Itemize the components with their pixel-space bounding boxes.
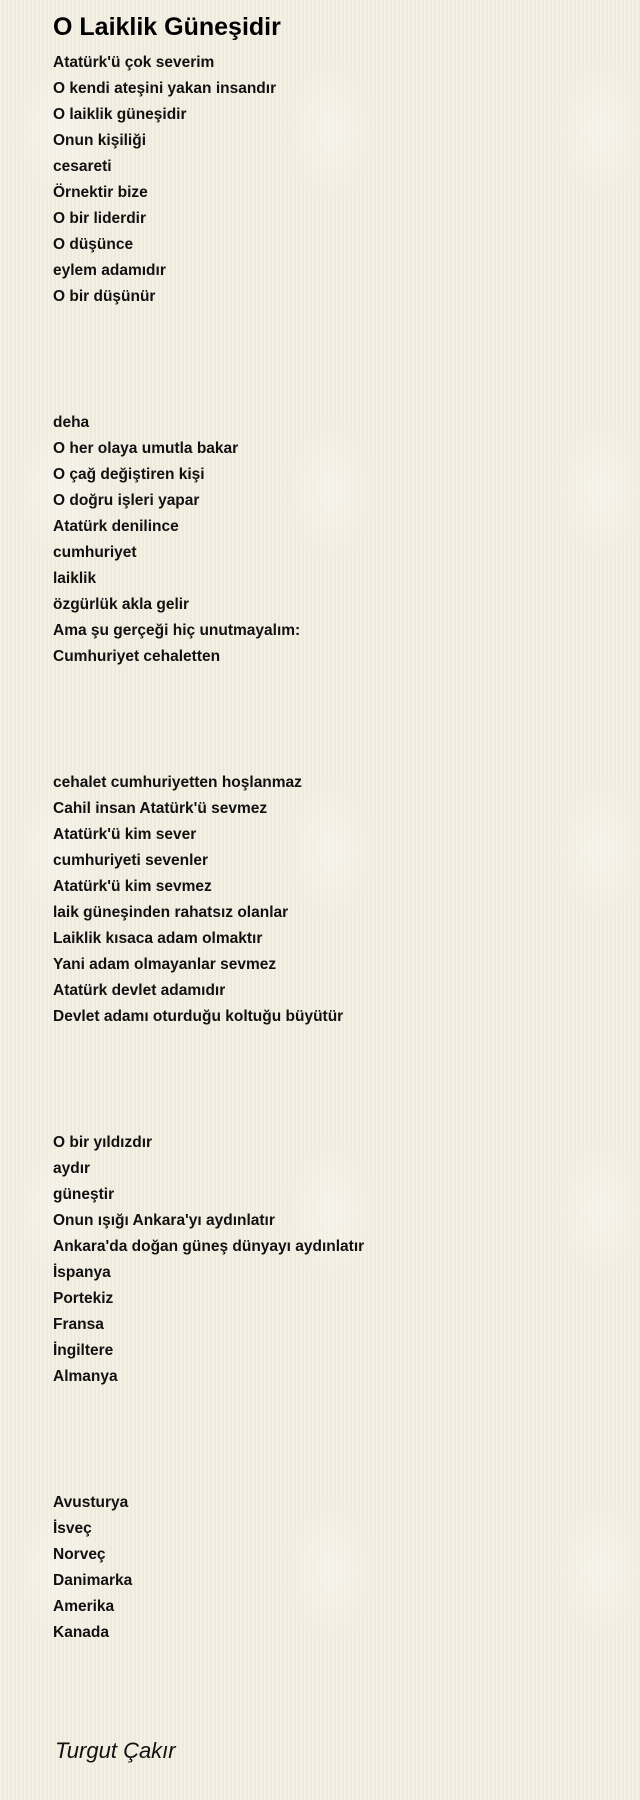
poem-line: Atatürk'ü çok severim <box>53 54 215 71</box>
poem-line: Örnektir bize <box>53 184 148 201</box>
poem-line: Atatürk'ü kim sevmez <box>53 878 212 895</box>
poem-line: Amerika <box>53 1598 115 1615</box>
poem-line: Avusturya <box>53 1494 129 1511</box>
poem-line: Cumhuriyet cehaletten <box>53 648 221 665</box>
poem-line: O laiklik güneşidir <box>53 106 187 123</box>
poem-line: O bir yıldızdır <box>53 1134 153 1151</box>
poem-line: cehalet cumhuriyetten hoşlanmaz <box>53 774 302 791</box>
poem-line: O kendi ateşini yakan insandır <box>53 80 277 97</box>
poem-line: Almanya <box>53 1368 118 1385</box>
poem-line: O düşünce <box>53 236 134 253</box>
poem-line: cumhuriyeti sevenler <box>53 852 209 869</box>
poem-line: cumhuriyet <box>53 544 137 561</box>
poem-line: Atatürk'ü kim sever <box>53 826 197 843</box>
poem-line: Devlet adamı oturduğu koltuğu büyütür <box>53 1008 344 1025</box>
poem-line: Yani adam olmayanlar sevmez <box>53 956 277 973</box>
poem-line: Onun kişiliği <box>53 132 147 149</box>
poem-line: eylem adamıdır <box>53 262 166 279</box>
poem-stanza <box>53 410 613 670</box>
poem-author: Turgut Çakır <box>55 1738 176 1763</box>
poem-line: İngiltere <box>53 1342 114 1359</box>
poem-title: O Laiklik Güneşidir <box>53 13 281 41</box>
poem-line: güneştir <box>53 1186 115 1203</box>
poem-line: Atatürk devlet adamıdır <box>53 982 226 999</box>
poem-line: laiklik <box>53 570 97 587</box>
poem-line: cesareti <box>53 158 112 175</box>
poem-line: Ankara'da doğan güneş dünyayı aydınlatır <box>53 1238 365 1255</box>
poem-line: O doğru işleri yapar <box>53 492 200 509</box>
poem-line: O her olaya umutla bakar <box>53 440 239 457</box>
poem-line: laik güneşinden rahatsız olanlar <box>53 904 289 921</box>
poem-line: O çağ değiştiren kişi <box>53 466 205 483</box>
poem-stanza <box>53 770 613 1030</box>
poem-line: Norveç <box>53 1546 106 1563</box>
poem-line: Kanada <box>53 1624 109 1641</box>
poem-line: Ama şu gerçeği hiç unutmayalım: <box>53 622 301 639</box>
poem-line: Fransa <box>53 1316 104 1333</box>
poem-stanza <box>53 50 613 310</box>
poem-line: O bir liderdir <box>53 210 147 227</box>
poem-line: Cahil insan Atatürk'ü sevmez <box>53 800 268 817</box>
poem-line: deha <box>53 414 90 431</box>
poem-line: İsveç <box>53 1520 92 1537</box>
poem-body <box>53 50 613 1646</box>
poem-line: Atatürk denilince <box>53 518 179 535</box>
poem-line: Portekiz <box>53 1290 114 1307</box>
poem-container <box>53 10 613 1646</box>
poem-line: özgürlük akla gelir <box>53 596 190 613</box>
poem-line: Laiklik kısaca adam olmaktır <box>53 930 263 947</box>
poem-line: O bir düşünür <box>53 288 156 305</box>
poem-line: İspanya <box>53 1264 111 1281</box>
poem-line: Onun ışığı Ankara'yı aydınlatır <box>53 1212 275 1229</box>
poem-stanza <box>53 1490 613 1646</box>
poem-line: Danimarka <box>53 1572 133 1589</box>
poem-line: aydır <box>53 1160 91 1177</box>
poem-stanza <box>53 1130 613 1390</box>
